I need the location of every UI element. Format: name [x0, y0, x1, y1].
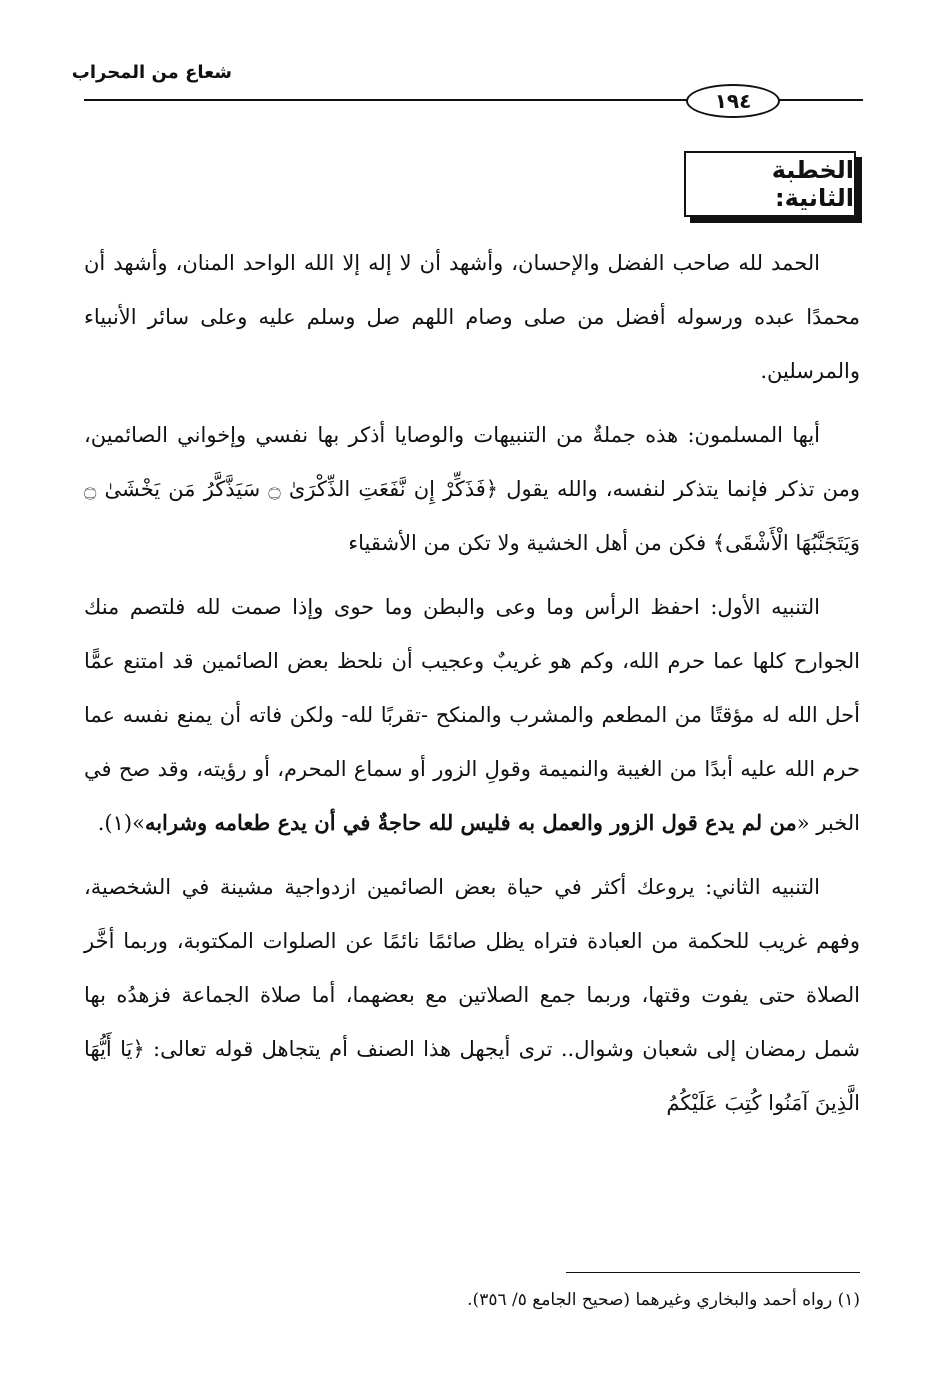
paragraph-first-note [84, 580, 860, 850]
footnote-ref: »(١). [97, 811, 145, 835]
page-number: ١٩٤ [686, 84, 780, 118]
footnote-rule [566, 1272, 860, 1273]
paragraph-opening: الحمد لله صاحب الفضل والإحسان، وأشهد أن لا إله إلا الله الواحد المنان، وأشهد أن محمدًا عبده ورسوله أفضل من صلى وصام اللهم صل وسلم عليه وعلى سائر الأنبياء والمرسلين. [84, 251, 860, 383]
section-title-text: الخطبة الثانية: [771, 156, 854, 212]
paragraph-second-note: التنبيه الثاني: يروعك أكثر في حياة بعض الصائمين ازدواجية مشينة في الشخصية، وفهم غريب للحكمة من العبادة فتراه يظل صائمًا نائمًا عن الصلوات المكتوبة، وربما أخَّر الصلاة حتى يفوت وقتها، وربما جمع الصلاتين مع بعضهما، أما صلاة الجماعة فزهدُه بها شمل رمضان إلى شعبان وشوال.. ترى أيجهل هذا الصنف أم يتجاهل قوله تعالى: ﴿يَا أَيُّهَا الَّذِينَ آمَنُوا كُتِبَ عَلَيْكُمُ [84, 875, 860, 1115]
paragraph-admonitions: أيها المسلمون: هذه جملةٌ من التنبيهات والوصايا أذكر بها نفسي وإخواني الصائمين، ومن تذكر فإنما يتذكر لنفسه، والله يقول ﴿فَذَكِّرْ إِن نَّفَعَتِ الذِّكْرَىٰ ۝ سَيَذَّكَّرُ مَن يَخْشَىٰ ۝ وَيَتَجَنَّبُهَا الْأَشْقَى﴾ فكن من أهل الخشية ولا تكن من الأشقياء [84, 423, 860, 555]
first-note-text: التنبيه الأول: احفظ الرأس وما وعى والبطن وما حوى وإذا صمت لله فلتصم منك الجوارح كلها عما حرم الله، وكم هو غريبٌ وعجيب أن نلحظ بعض الصائمين قد امتنع عمًّا أحل الله له مؤقتًا من المطعم والمشرب والمنكح -تقربًا لله- ولكن فاته أن يمنع نفسه عما حرم الله عليه أبدًا من الغيبة والنميمة وقولِ الزور أو سماع المحرم، أو رؤيته، وقد صح في الخبر « [84, 595, 860, 835]
book-title: شعاع من المحراب [71, 62, 232, 83]
section-title [684, 151, 856, 217]
body-text [84, 236, 860, 1140]
hadith-quote: من لم يدع قول الزور والعمل به فليس لله حاجةٌ في أن يدع طعامه وشرابه [144, 810, 797, 835]
footnote: (١) رواه أحمد والبخاري وغيرهما (صحيح الجامع ٥/ ٣٥٦). [467, 1290, 860, 1310]
